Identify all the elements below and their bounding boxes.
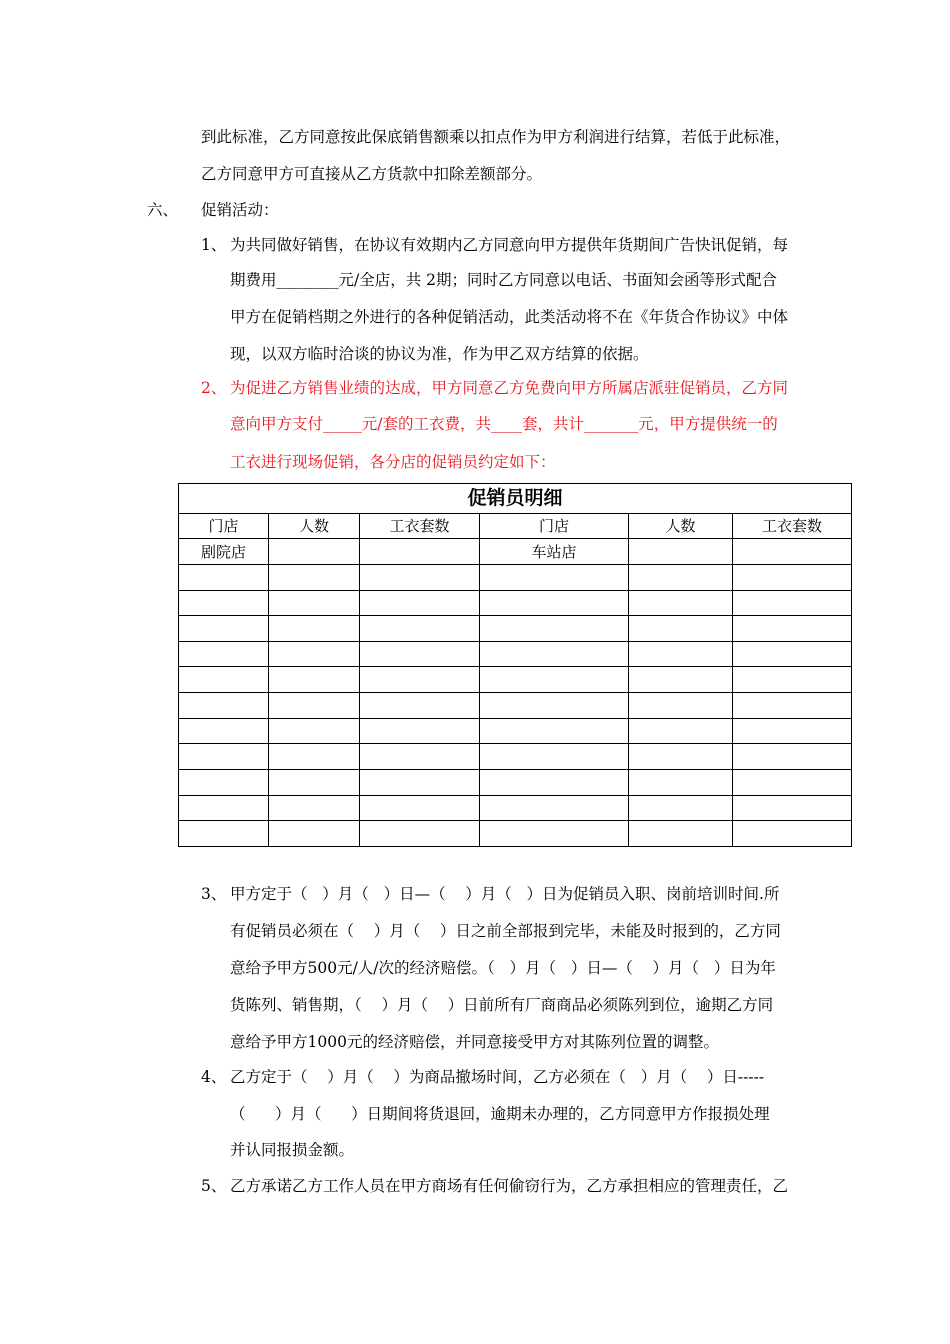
table-cell[interactable]	[733, 539, 852, 565]
table-cell[interactable]	[269, 821, 360, 847]
table-cell[interactable]	[269, 795, 360, 821]
item2-number: 2、	[201, 379, 227, 397]
table-row	[179, 616, 852, 642]
item3-line-2: 有促销员必须在（ ）月（ ）日之前全部报到完毕，未能及时报到的，乙方同	[230, 922, 781, 940]
table-header-row	[179, 513, 852, 539]
table-cell[interactable]	[360, 769, 480, 795]
table-row	[179, 539, 852, 565]
table-cell[interactable]	[629, 539, 733, 565]
section5-line-1: 到此标准，乙方同意按此保底销售额乘以扣点作为甲方利润进行结算，若低于此标准，	[201, 128, 791, 146]
table-cell[interactable]	[733, 718, 852, 744]
table-cell[interactable]	[179, 744, 269, 770]
table-cell[interactable]	[480, 693, 629, 719]
item1-line-1: 为共同做好销售，在协议有效期内乙方同意向甲方提供年货期间广告快讯促销，每	[230, 236, 789, 254]
table-cell[interactable]	[629, 693, 733, 719]
table-cell[interactable]	[269, 718, 360, 744]
table-cell[interactable]	[733, 693, 852, 719]
table-row	[179, 693, 852, 719]
item3-line-4: 货陈列、销售期，（ ）月（ ）日前所有厂商商品必须陈列到位，逾期乙方同	[230, 996, 774, 1014]
table-cell[interactable]	[629, 590, 733, 616]
table-cell[interactable]	[360, 641, 480, 667]
table-cell[interactable]	[360, 539, 480, 565]
item4-line-2: （ ）月（ ）日期间将货退回，逾期未办理的，乙方同意甲方作报损处理	[230, 1105, 770, 1123]
table-cell[interactable]	[480, 821, 629, 847]
table-cell[interactable]: 车站店	[480, 539, 629, 565]
table-cell[interactable]	[733, 821, 852, 847]
table-cell[interactable]	[733, 564, 852, 590]
table-cell[interactable]	[269, 667, 360, 693]
item1-line-2: 期费用________元/全店，共 2期；同时乙方同意以电话、书面知会函等形式配合	[230, 271, 778, 289]
item4-number: 4、	[201, 1068, 227, 1086]
table-cell[interactable]	[629, 769, 733, 795]
table-cell[interactable]	[360, 821, 480, 847]
table-row	[179, 795, 852, 821]
item2-line-1: 为促进乙方销售业绩的达成，甲方同意乙方免费向甲方所属店派驻促销员，乙方同	[230, 379, 789, 397]
table-cell[interactable]	[179, 769, 269, 795]
table-cell[interactable]	[179, 821, 269, 847]
table-cell[interactable]	[629, 795, 733, 821]
table-cell[interactable]	[269, 693, 360, 719]
table-cell[interactable]	[360, 667, 480, 693]
table-cell[interactable]	[360, 795, 480, 821]
table-cell[interactable]	[629, 616, 733, 642]
item1-line-4: 现，以双方临时洽谈的协议为准，作为甲乙双方结算的依据。	[230, 345, 649, 363]
table-cell[interactable]	[480, 616, 629, 642]
table-cell[interactable]	[179, 795, 269, 821]
table-cell[interactable]	[269, 564, 360, 590]
table-cell[interactable]	[179, 616, 269, 642]
item1-number: 1、	[201, 236, 227, 254]
table-cell[interactable]	[733, 616, 852, 642]
table-row	[179, 821, 852, 847]
item5-number: 5、	[201, 1177, 227, 1195]
header-store: 门店	[480, 513, 629, 539]
table-cell[interactable]	[179, 667, 269, 693]
item3-number: 3、	[201, 885, 227, 903]
table-row	[179, 564, 852, 590]
section5-line-2: 乙方同意甲方可直接从乙方货款中扣除差额部分。	[201, 165, 543, 183]
table-cell[interactable]	[480, 667, 629, 693]
table-title-row	[179, 484, 852, 514]
table-cell[interactable]	[480, 795, 629, 821]
header-store: 门店	[179, 513, 269, 539]
table-row	[179, 744, 852, 770]
table-cell[interactable]	[269, 539, 360, 565]
table-cell[interactable]	[629, 667, 733, 693]
table-cell[interactable]	[179, 641, 269, 667]
table-cell[interactable]	[480, 590, 629, 616]
header-headcount: 人数	[269, 513, 360, 539]
table-cell[interactable]	[480, 744, 629, 770]
table-cell[interactable]	[360, 590, 480, 616]
table-cell[interactable]	[360, 616, 480, 642]
table-cell[interactable]	[629, 744, 733, 770]
table-cell[interactable]	[360, 564, 480, 590]
table-cell[interactable]	[269, 769, 360, 795]
table-cell[interactable]	[480, 641, 629, 667]
table-cell[interactable]	[480, 564, 629, 590]
table-cell[interactable]	[360, 744, 480, 770]
table-cell[interactable]	[480, 769, 629, 795]
item3-line-5: 意给予甲方1000元的经济赔偿，并同意接受甲方对其陈列位置的调整。	[230, 1033, 719, 1051]
table-cell[interactable]	[733, 769, 852, 795]
header-uniform-sets: 工衣套数	[360, 513, 480, 539]
item3-line-3: 意给予甲方500元/人/次的经济赔偿。（ ）月（ ）日—（ ）月（ ）日为年	[230, 959, 776, 977]
table-row	[179, 769, 852, 795]
table-cell[interactable]	[360, 693, 480, 719]
item2-line-2: 意向甲方支付_____元/套的工衣费，共____套，共计_______元，甲方提供统一的	[230, 415, 778, 433]
table-cell[interactable]	[629, 564, 733, 590]
table-cell[interactable]	[733, 590, 852, 616]
table-row	[179, 667, 852, 693]
table-cell[interactable]	[629, 641, 733, 667]
header-uniform-sets: 工衣套数	[733, 513, 852, 539]
item1-line-3: 甲方在促销档期之外进行的各种促销活动，此类活动将不在《年货合作协议》中体	[230, 308, 789, 326]
table-cell[interactable]	[179, 718, 269, 744]
table-row	[179, 718, 852, 744]
table-cell[interactable]	[629, 718, 733, 744]
table-cell[interactable]	[269, 616, 360, 642]
table-cell[interactable]	[269, 744, 360, 770]
table-cell[interactable]	[629, 821, 733, 847]
table-title: 促销员明细	[179, 484, 852, 514]
item5-line-1: 乙方承诺乙方工作人员在甲方商场有任何偷窃行为，乙方承担相应的管理责任，乙	[230, 1177, 789, 1195]
table-cell[interactable]: 剧院店	[179, 539, 269, 565]
table-cell[interactable]	[179, 590, 269, 616]
table-cell[interactable]	[733, 795, 852, 821]
section6-title: 促销活动：	[201, 201, 279, 219]
item2-line-3: 工衣进行现场促销，各分店的促销员约定如下：	[230, 453, 556, 471]
section6-number: 六、	[147, 201, 179, 219]
table-cell[interactable]	[733, 744, 852, 770]
item4-line-1: 乙方定于（ ）月（ ）为商品撤场时间，乙方必须在（ ）月（ ）日-----	[230, 1068, 765, 1086]
item3-line-1: 甲方定于（ ）月（ ）日—（ ）月（ ）日为促销员入职、岗前培训时间.所	[230, 885, 780, 903]
item4-line-3: 并认同报损金额。	[230, 1141, 355, 1159]
header-headcount: 人数	[629, 513, 733, 539]
table-cell[interactable]	[733, 641, 852, 667]
table-cell[interactable]	[269, 641, 360, 667]
table-row	[179, 641, 852, 667]
table-cell[interactable]	[360, 718, 480, 744]
table-cell[interactable]	[733, 667, 852, 693]
table-cell[interactable]	[269, 590, 360, 616]
promoter-table	[178, 483, 852, 847]
table-cell[interactable]	[179, 693, 269, 719]
table-row	[179, 590, 852, 616]
table-cell[interactable]	[480, 718, 629, 744]
table-cell[interactable]	[179, 564, 269, 590]
